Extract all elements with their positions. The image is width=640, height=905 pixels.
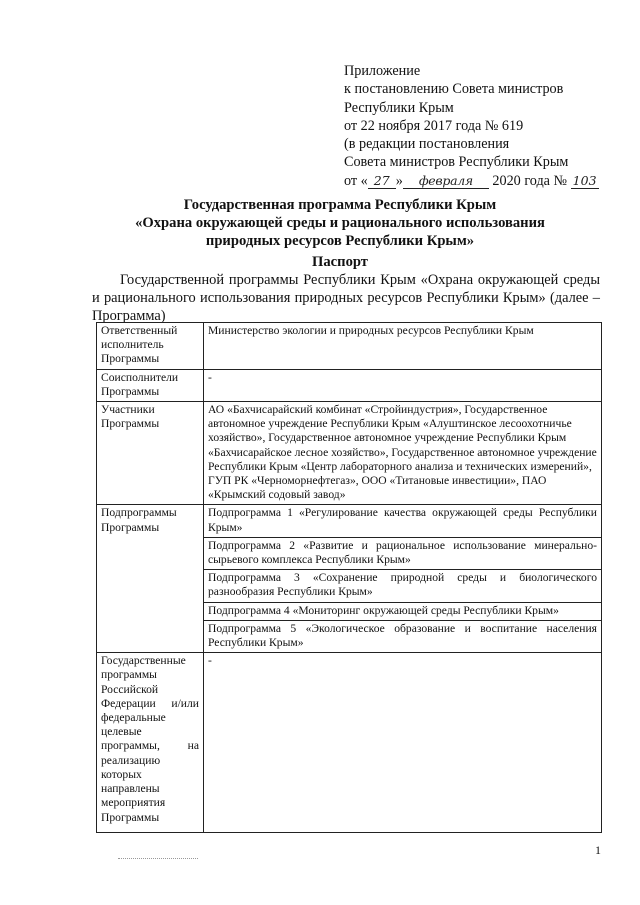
program-title (60, 196, 620, 251)
table-row (97, 653, 602, 833)
subprograms-label: Подпрограммы Программы (97, 505, 204, 653)
appendix-line: Республики Крым (344, 99, 454, 116)
handwritten-month: февраля (403, 174, 489, 189)
federal-programs-value: - (204, 653, 602, 833)
responsible-value: Министерство экологии и природных ресурсов Республики Крым (204, 323, 602, 370)
appendix-date-line (344, 172, 624, 190)
subprogram-4: Подпрограмма 4 «Мониторинг окружающей среды Республики Крым» (204, 602, 602, 620)
appendix-line: Приложение (344, 63, 421, 79)
appendix-line: (в редакции постановления (344, 136, 510, 153)
subprogram-2: Подпрограмма 2 «Развитие и рациональное использование минерально-сырьевого комплекса Республики Крым» (204, 537, 602, 569)
passport-intro: Государственной программы Республики Крым «Охрана окружающей среды и рационального использования природных ресурсов Республики Крым» (далее – Программа) (92, 272, 600, 324)
appendix-line: к постановлению Совета министров (344, 81, 564, 98)
coexecutors-label: Соисполнители Программы (97, 369, 204, 401)
handwritten-number: 103 (571, 174, 599, 189)
passport-heading: Паспорт (312, 254, 368, 270)
passport-table (96, 322, 602, 833)
appendix-block (344, 62, 624, 190)
participants-value: АО «Бахчисарайский комбинат «Стройиндустрия», Государственное автономное учреждение Республики Крым «Алуштинское лесоохотничье хозяйство», Государственное автономное учреждение Республики Крым «Бахчисарайское лесное хозяйство», Государственное автономное учреждение Республики Крым «Центр лабораторного анализа и технических измерений», ГУП РК «Черноморнефтегаз», ООО «Титановые инвестиции», ПАО «Крымский содовый завод» (204, 402, 602, 505)
table-row (97, 505, 602, 537)
table-row (97, 323, 602, 370)
date-prefix: от « (344, 172, 368, 189)
title-line: природных ресурсов Республики Крым» (205, 233, 475, 250)
participants-label: Участники Программы (97, 402, 204, 505)
table-row (97, 369, 602, 401)
title-line: Государственная программа Республики Крым (183, 197, 497, 213)
responsible-label: Ответственный исполнитель Программы (97, 323, 204, 370)
date-mid: » (395, 172, 403, 189)
subprogram-1: Подпрограмма 1 «Регулирование качества окружающей среды Республики Крым» (204, 505, 602, 537)
title-line: «Охрана окружающей среды и рационального использования (135, 215, 545, 232)
appendix-line: от 22 ноября 2017 года № 619 (344, 117, 524, 134)
footer-divider (118, 858, 198, 860)
appendix-line: Совета министров Республики Крым (344, 154, 569, 171)
subprogram-5: Подпрограмма 5 «Экологическое образование и воспитание населения Республики Крым» (204, 620, 602, 652)
table-row (97, 402, 602, 505)
coexecutors-value: - (204, 369, 602, 401)
subprogram-3: Подпрограмма 3 «Сохранение природной среды и биологического разнообразия Республики Крым» (204, 570, 602, 602)
handwritten-day: 27 (368, 174, 396, 189)
page-number: 1 (595, 843, 601, 857)
federal-programs-label: Государственные программы Российской Федерации и/или федеральные целевые программы, на реализацию которых направлены мероприятия Программы (97, 653, 204, 833)
date-year: 2020 года № (488, 172, 571, 189)
